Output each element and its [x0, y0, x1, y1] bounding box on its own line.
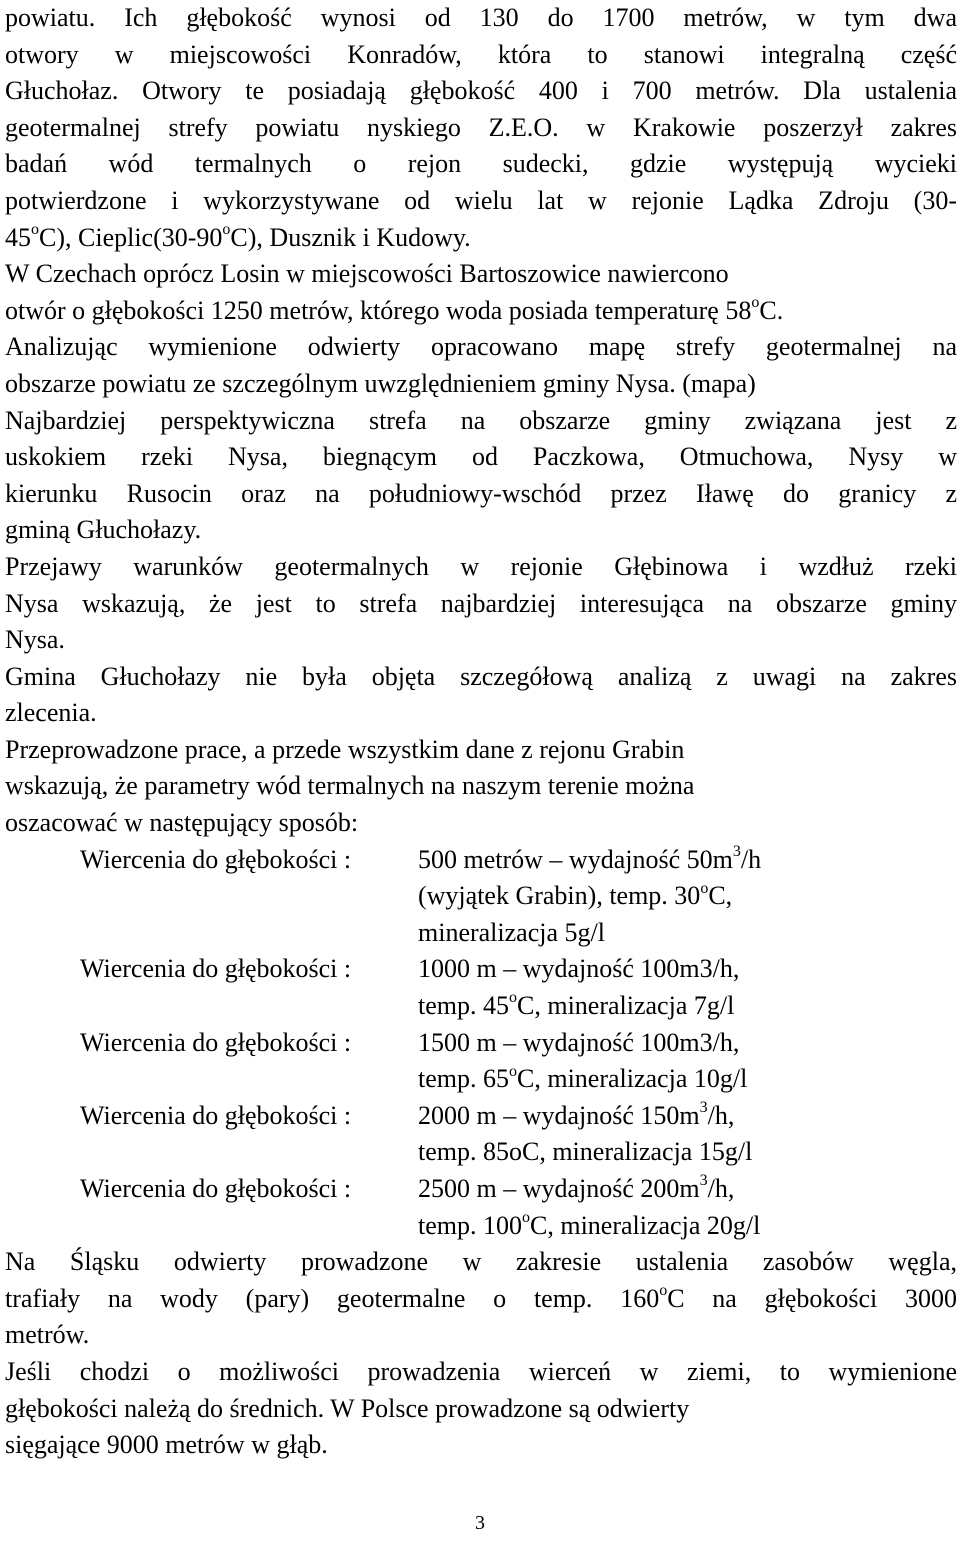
drilling-spec-value: mineralizacja 5g/l [418, 917, 605, 947]
drilling-spec-value: 2500 m – wydajność $200m^3/h$, [418, 1172, 735, 1203]
drilling-spec-row [5, 878, 957, 915]
drilling-spec-row [5, 1061, 957, 1098]
drilling-spec-row [5, 1098, 957, 1135]
text-line: metrów. [5, 1320, 90, 1350]
text-line: Nysa wskazują, że jest to strefa najbardziej interesująca na obszarze gminy [5, 588, 957, 618]
text-line: 45$^o$C), Cieplic(30-90$^o$C), Dusznik i Kudowy. [5, 220, 471, 252]
drilling-spec-row [5, 1208, 957, 1245]
text-line: W Czechach oprócz Losin w miejscowości Bartoszowice nawiercono [5, 259, 729, 289]
drilling-spec-value: temp. 65$^o$C, mineralizacja 10g/l [418, 1062, 748, 1094]
text-line: otwory w miejscowości Konradów, która to stanowi integralną część [5, 39, 957, 69]
text-line: powiatu. Ich głębokość wynosi od 130 do 1700 metrów, w tym dwa [5, 3, 957, 32]
text-line: Gmina Głuchołazy nie była objęta szczegółową analizą z uwagi na zakres [5, 661, 957, 691]
drilling-spec-value: 500 metrów – wydajność $50m^3/h$ [418, 843, 762, 874]
drilling-spec-label: Wiercenia do głębokości : [80, 954, 352, 984]
text-line: Głuchołaz. Otwory te posiadają głębokość 400 i 700 metrów. Dla ustalenia [5, 76, 957, 106]
text-line: Jeśli chodzi o możliwości prowadzenia wierceń w ziemi, to wymienione [5, 1356, 957, 1386]
text-line: głębokości należą do średnich. W Polsce prowadzone są odwierty [5, 1393, 690, 1423]
text-line: trafiały na wody (pary) geotermalne o temp. 160$^o$C na głębokości 3000 [5, 1282, 958, 1313]
drilling-spec-label: Wiercenia do głębokości : [80, 844, 352, 874]
text-line: Przejawy warunków geotermalnych w rejonie Głębinowa i wzdłuż rzeki [5, 551, 957, 581]
text-line: Analizując wymienione odwierty opracowano mapę strefy geotermalnej na [5, 332, 957, 362]
drilling-spec-row [5, 951, 957, 988]
drilling-spec-value: temp. 45$^o$C, mineralizacja 7g/l [418, 989, 735, 1021]
text-line: sięgające 9000 metrów w głąb. [5, 1430, 328, 1460]
drilling-spec-label: Wiercenia do głębokości : [80, 1100, 352, 1130]
drilling-spec-label: Wiercenia do głębokości : [80, 1027, 352, 1057]
text-line: gminą Głuchołazy. [5, 515, 202, 545]
text-line: wskazują, że parametry wód termalnych na naszym terenie można [5, 771, 695, 801]
text-line: potwierdzone i wykorzystywane od wielu lat w rejonie Lądka Zdroju (30- [5, 185, 957, 215]
drilling-spec-row [5, 988, 957, 1025]
text-line: oszacować w następujący sposób: [5, 808, 359, 838]
drilling-spec-value: temp. 85oC, mineralizacja 15g/l [418, 1137, 753, 1167]
text-line: obszarze powiatu ze szczególnym uwzględnieniem gminy Nysa. (mapa) [5, 368, 756, 398]
drilling-spec-row [5, 842, 957, 879]
text-line: zlecenia. [5, 698, 97, 728]
drilling-spec-row [5, 1134, 957, 1171]
body-text [5, 0, 957, 1464]
text-line: uskokiem rzeki Nysa, biegnącym od Paczkowa, Otmuchowa, Nysy w [5, 442, 957, 472]
text-line: badań wód termalnych o rejon sudecki, gdzie występują wycieki [5, 149, 957, 179]
text-line: geotermalnej strefy powiatu nyskiego Z.E.O. w Krakowie poszerzył zakres [5, 112, 957, 142]
text-line: Nysa. [5, 625, 65, 655]
text-line: Przeprowadzone prace, a przede wszystkim dane z rejonu Grabin [5, 734, 685, 764]
text-line: kierunku Rusocin oraz na południowy-wschód przez Iławę do granicy z [5, 478, 957, 508]
drilling-spec-label: Wiercenia do głębokości : [80, 1174, 352, 1203]
text-line: otwór o głębokości 1250 metrów, którego woda posiada temperaturę 58$^o$C. [5, 294, 784, 325]
drilling-spec-value: 2000 m – wydajność $150m^3/h$, [418, 1099, 735, 1130]
drilling-spec-row [5, 1171, 957, 1208]
text-line: Najbardziej perspektywiczna strefa na obszarze gminy związana jest z [5, 405, 957, 435]
drilling-spec-row [5, 915, 957, 952]
drilling-spec-row [5, 1025, 957, 1062]
text-line: Na Śląsku odwierty prowadzone w zakresie ustalenia zasobów węgla, [5, 1247, 957, 1277]
page-number: 3 [475, 1512, 485, 1534]
drilling-spec-value: (wyjątek Grabin), temp. 30$^o$C, [418, 879, 733, 911]
drilling-spec-value: 1500 m – wydajność 100m3/h, [418, 1027, 740, 1057]
drilling-spec-value: temp. 100$^o$C, mineralizacja 20g/l [418, 1208, 761, 1240]
drilling-spec-value: 1000 m – wydajność 100m3/h, [418, 954, 740, 984]
